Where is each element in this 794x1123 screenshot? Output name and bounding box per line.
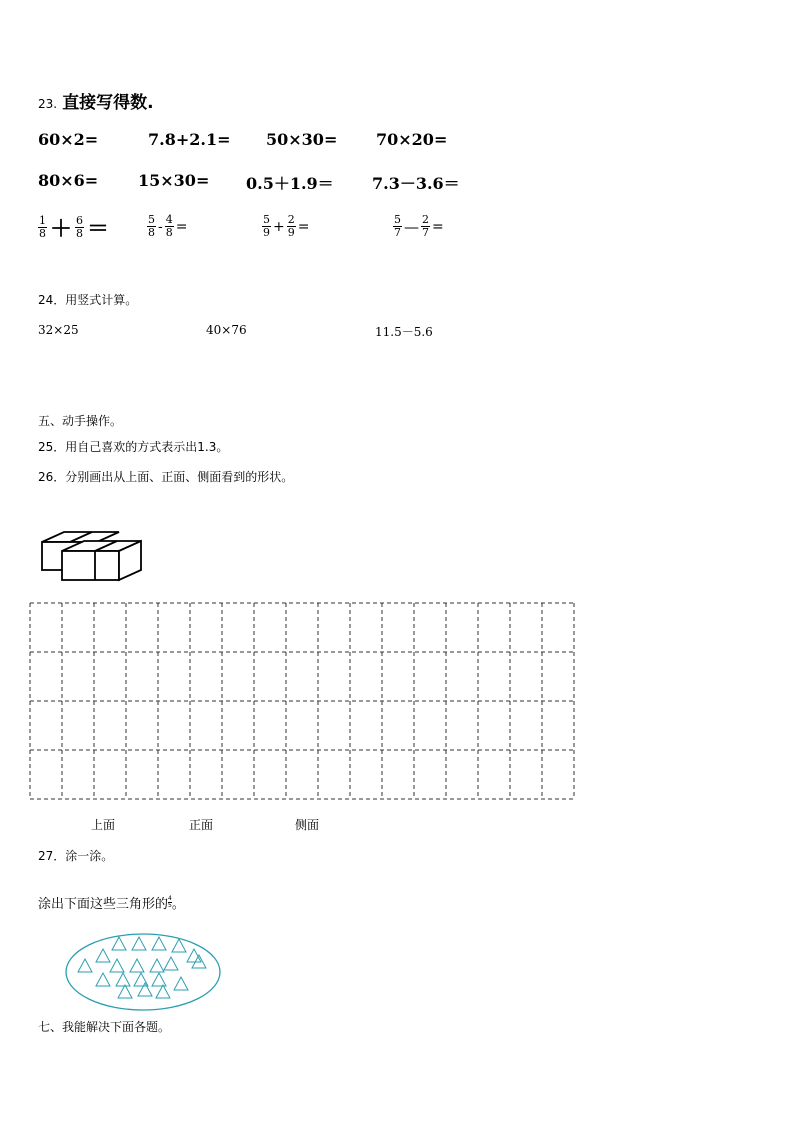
triangle (78, 959, 92, 972)
triangle (174, 977, 188, 990)
q24-item-2: 40×76 (206, 323, 247, 337)
section-5-title: 五、动手操作。 (38, 414, 123, 428)
frac-calc-1: $\frac{1}{8}$ ＋ $\frac{6}{8}$ ＝ (39, 214, 110, 242)
q24-item-1: 32×25 (38, 323, 79, 337)
triangle (138, 983, 152, 996)
calc-4: 70×20= (376, 130, 448, 149)
triangle (164, 957, 178, 970)
calc-6: 15×30= (138, 171, 210, 190)
triangle (172, 939, 186, 952)
triangle (152, 973, 166, 986)
cubes-figure (40, 530, 150, 580)
triangle (130, 959, 144, 972)
q24-item-3: 11.5－5.6 (375, 325, 433, 339)
triangles-figure (65, 932, 225, 1012)
triangle (132, 937, 146, 950)
q24-title: 24．用竖式计算。 (38, 293, 138, 307)
q27-instruction: 涂出下面这些三角形的 $\frac{4}{5}$ 。 (38, 895, 185, 912)
triangle (96, 949, 110, 962)
calc-2: 7.8+2.1= (148, 130, 231, 149)
label-top-view: 上面 (91, 818, 116, 832)
frac-calc-3: $\frac{5}{9}$ + $\frac{2}{9}$ = (263, 213, 310, 239)
frac-calc-2: $\frac{5}{8}$ - $\frac{4}{8}$ = (148, 213, 188, 239)
triangle (110, 959, 124, 972)
triangle (118, 985, 132, 998)
triangle (150, 959, 164, 972)
triangle (152, 937, 166, 950)
q27-instruction-text: 涂出下面这些三角形的 (38, 897, 169, 912)
q27-title: 27．涂一涂。 (38, 849, 114, 863)
calc-3: 50×30= (266, 130, 338, 149)
q26-title: 26．分别画出从上面、正面、侧面看到的形状。 (38, 470, 294, 484)
calc-7: 0.5＋1.9＝ (246, 174, 334, 193)
frac-calc-4: $\frac{5}{7}$ — $\frac{2}{7}$ = (394, 213, 444, 239)
q23-number: 23. (38, 97, 58, 111)
triangle (96, 973, 110, 986)
q25-title: 25．用自己喜欢的方式表示出1.3。 (38, 440, 229, 454)
triangle (116, 973, 130, 986)
calc-8: 7.3－3.6＝ (372, 174, 460, 193)
q23-title (38, 88, 154, 113)
section-7-title: 七、我能解决下面各题。 (38, 1020, 171, 1034)
triangle (156, 985, 170, 998)
label-side-view: 侧面 (295, 818, 320, 832)
q23-heading: 直接写得数. (62, 93, 154, 113)
calc-1: 60×2= (38, 130, 99, 149)
triangle (112, 937, 126, 950)
label-front-view: 正面 (189, 818, 214, 832)
q27-fraction: $\frac{4}{5}$ (168, 895, 172, 909)
calc-5: 80×6= (38, 171, 99, 190)
drawing-grid (30, 603, 574, 803)
